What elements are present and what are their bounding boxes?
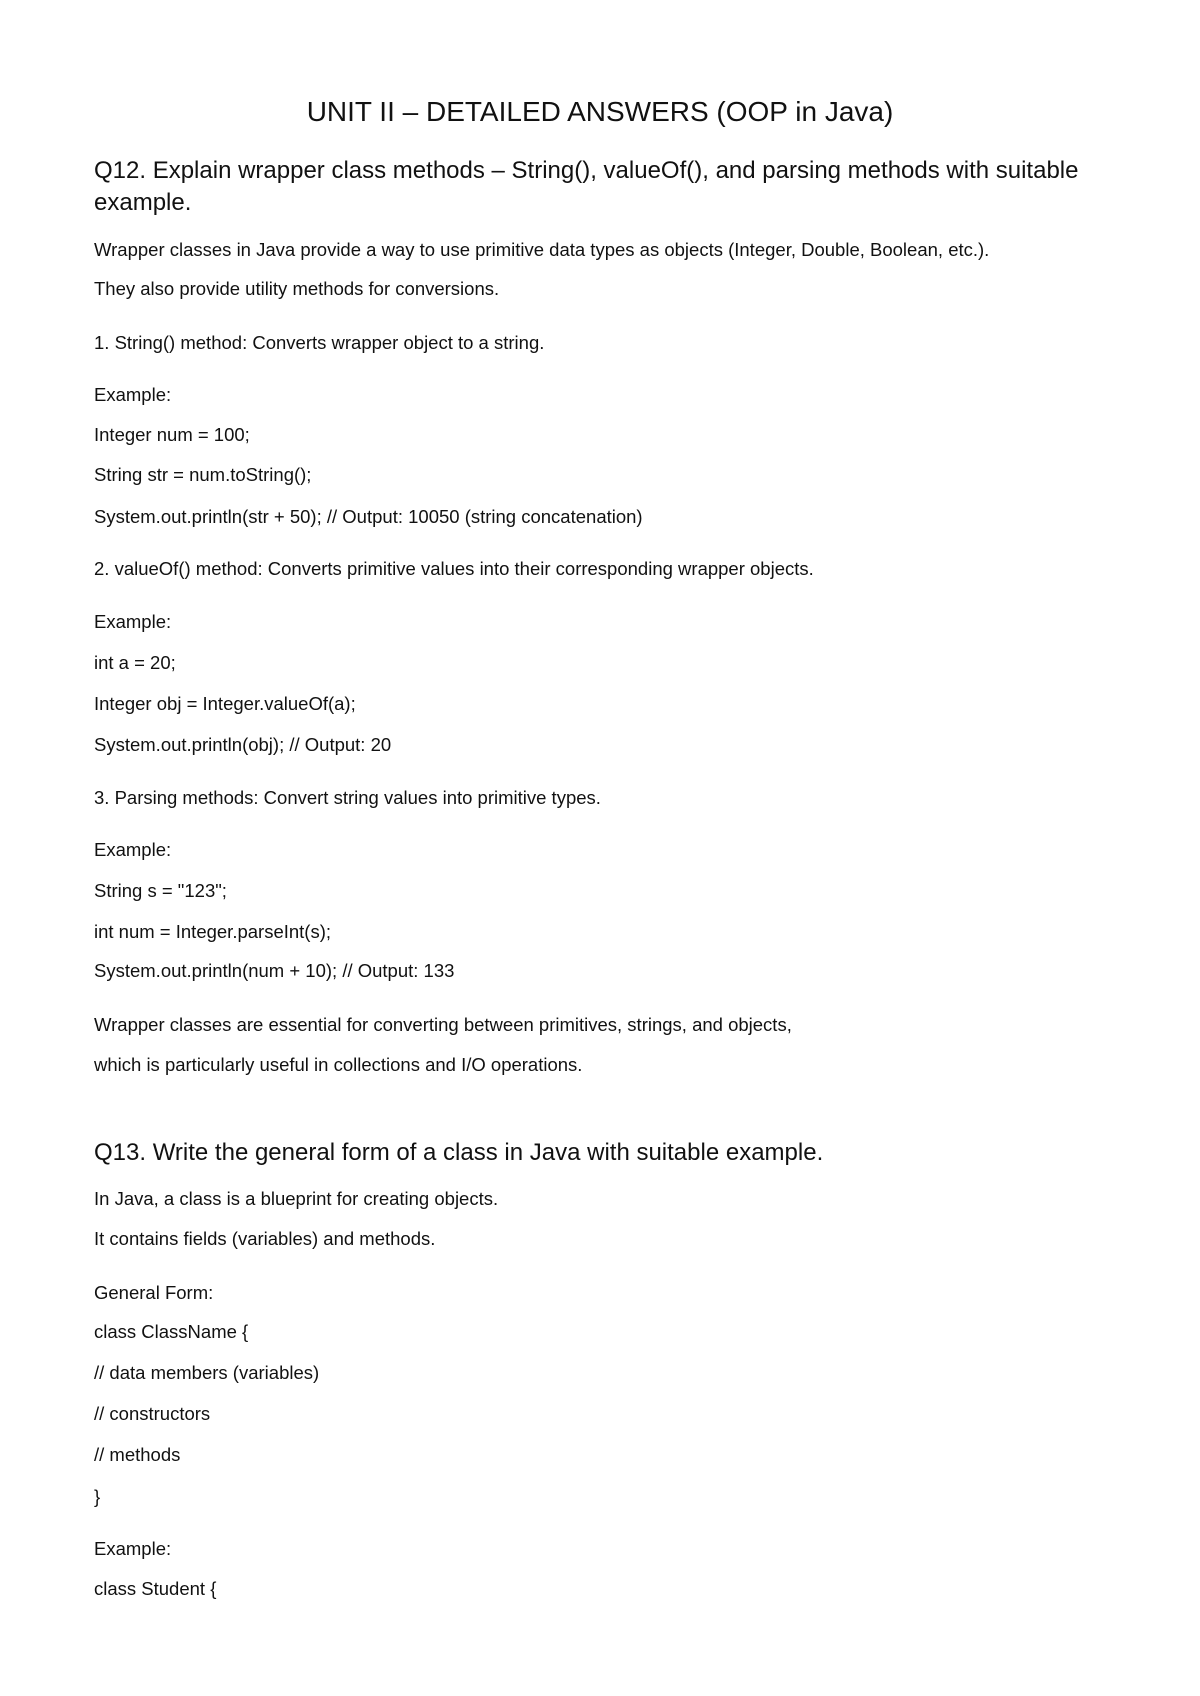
code-line: System.out.println(str + 50); // Output: 10050 (string concatenation) [94, 505, 643, 527]
example-label: Example: [94, 610, 172, 632]
code-line: // methods [94, 1443, 181, 1465]
general-form-label: General Form: [94, 1281, 214, 1303]
paragraph-line: They also provide utility methods for conversions. [94, 277, 500, 299]
section-valueof-method: 2. valueOf() method: Converts primitive values into their corresponding wrapper objects. [94, 557, 814, 579]
paragraph-line: It contains fields (variables) and methods. [94, 1227, 436, 1249]
q13-heading: Q13. Write the general form of a class in Java with suitable example. [94, 1139, 824, 1166]
code-line: System.out.println(num + 10); // Output: 133 [94, 959, 455, 981]
page-title: UNIT II – DETAILED ANSWERS (OOP in Java) [306, 96, 894, 127]
section-string-method: 1. String() method: Converts wrapper object to a string. [94, 331, 545, 353]
section-parsing-methods: 3. Parsing methods: Convert string values into primitive types. [94, 786, 601, 808]
code-line: int a = 20; [94, 651, 176, 673]
code-line: String str = num.toString(); [94, 463, 312, 485]
example-label: Example: [94, 383, 172, 405]
code-line: Integer num = 100; [94, 423, 250, 445]
code-line: System.out.println(obj); // Output: 20 [94, 733, 392, 755]
code-line: // constructors [94, 1402, 211, 1424]
paragraph-line: which is particularly useful in collections and I/O operations. [94, 1053, 583, 1075]
paragraph-line: In Java, a class is a blueprint for creating objects. [94, 1187, 499, 1209]
code-line: class ClassName { [94, 1320, 249, 1342]
code-line: class Student { [94, 1577, 217, 1599]
paragraph-line: Wrapper classes are essential for converting between primitives, strings, and objects, [94, 1013, 792, 1035]
code-line: } [94, 1485, 101, 1507]
code-line: Integer obj = Integer.valueOf(a); [94, 692, 356, 714]
q12-heading-line1: Q12. Explain wrapper class methods – String(), valueOf(), and parsing methods with suitable [94, 157, 1079, 184]
q12-heading-line2: example. [94, 189, 192, 216]
paragraph-line: Wrapper classes in Java provide a way to use primitive data types as objects (Integer, Double, Boolean, etc.). [94, 238, 990, 260]
code-line: String s = "123"; [94, 879, 227, 901]
example-label: Example: [94, 838, 172, 860]
code-line: // data members (variables) [94, 1361, 320, 1383]
example-label: Example: [94, 1537, 172, 1559]
code-line: int num = Integer.parseInt(s); [94, 920, 332, 942]
